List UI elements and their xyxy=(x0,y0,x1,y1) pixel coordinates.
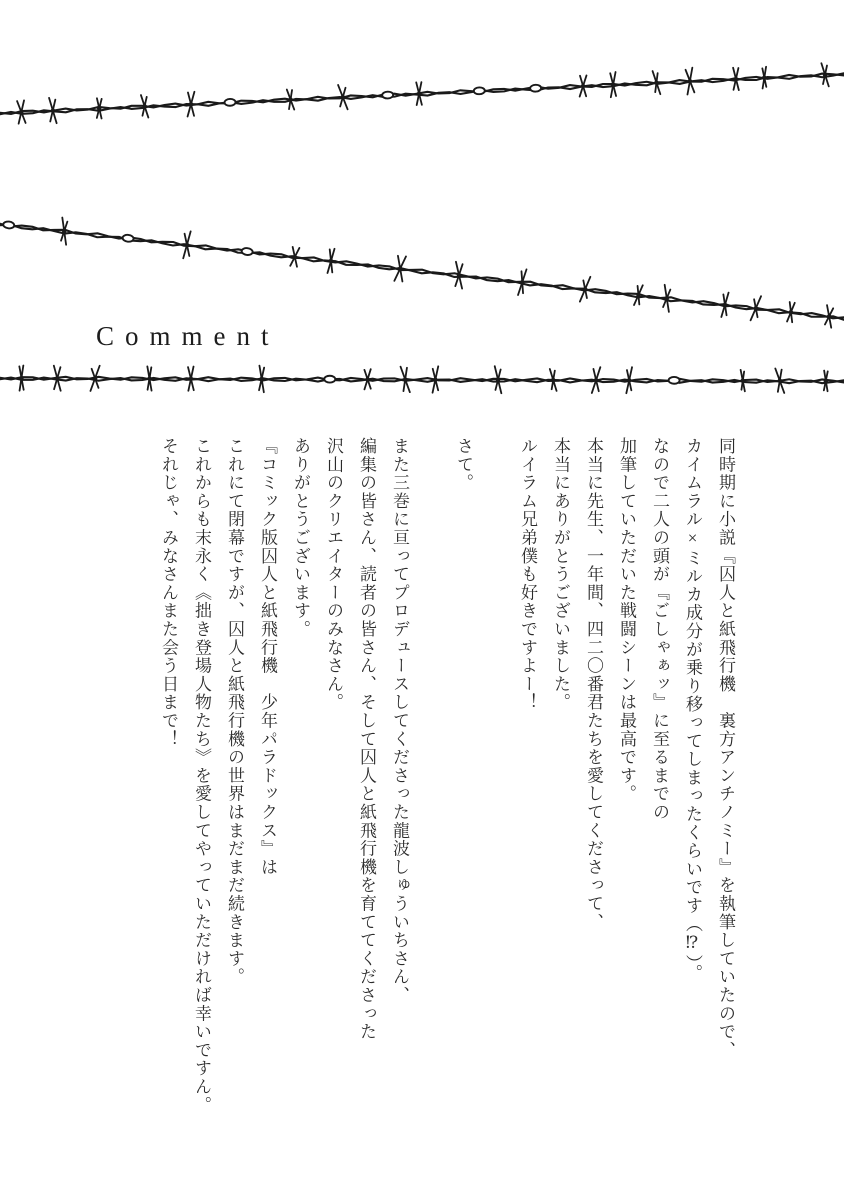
text-column: 同時期に小説『囚人と紙飛行機 裏方アンチノミー』を執筆していたので、 xyxy=(716,437,735,1060)
text-column: これからも末永く《拙き登場人物たち》を愛してやっていただければ幸いですん。 xyxy=(192,437,211,1115)
text-column: 加筆していただいた戦闘シーンは最高です。 xyxy=(617,437,636,803)
barbed-wire-middle xyxy=(0,210,844,332)
barbed-wire-top xyxy=(0,61,844,127)
barbed-wire-illustration xyxy=(0,0,844,420)
text-column: また三巻に亘ってプロデュースしてくださった龍波しゅういちさん、 xyxy=(390,437,409,1005)
text-column: ルイラム兄弟僕も好きですよー！ xyxy=(518,437,537,712)
text-column: 沢山のクリエイターのみなさん。 xyxy=(324,437,343,712)
text-column: 本当に先生、一年間、四二〇番君たちを愛してくださって、 xyxy=(584,437,603,932)
text-column: ありがとうございます。 xyxy=(291,437,310,639)
text-column: これにて閉幕ですが、囚人と紙飛行機の世界はまだまだ続きます。 xyxy=(225,437,244,986)
text-column: なので二人の頭が『ごしゃぁッ』に至るまでの xyxy=(650,437,669,822)
afterword-text xyxy=(152,437,742,1151)
text-column: さて。 xyxy=(454,437,473,492)
text-column: それじゃ、みなさんまた会う日まで！ xyxy=(159,437,178,749)
barbed-wire-bottom xyxy=(0,365,844,395)
text-column: 本当にありがとうございました。 xyxy=(551,437,570,712)
comment-heading: Comment xyxy=(96,321,280,351)
column-spacer xyxy=(480,437,511,1151)
text-column: 編集の皆さん、読者の皆さん、そして囚人と紙飛行機を育ててくださった xyxy=(357,437,376,1041)
text-column: カイムラル×ミルカ成分が乗り移ってしまったくらいです（⁉）。 xyxy=(683,437,702,983)
text-column: 『コミック版囚人と紙飛行機 少年パラドックス』は xyxy=(258,437,277,877)
column-spacer xyxy=(416,437,447,1151)
